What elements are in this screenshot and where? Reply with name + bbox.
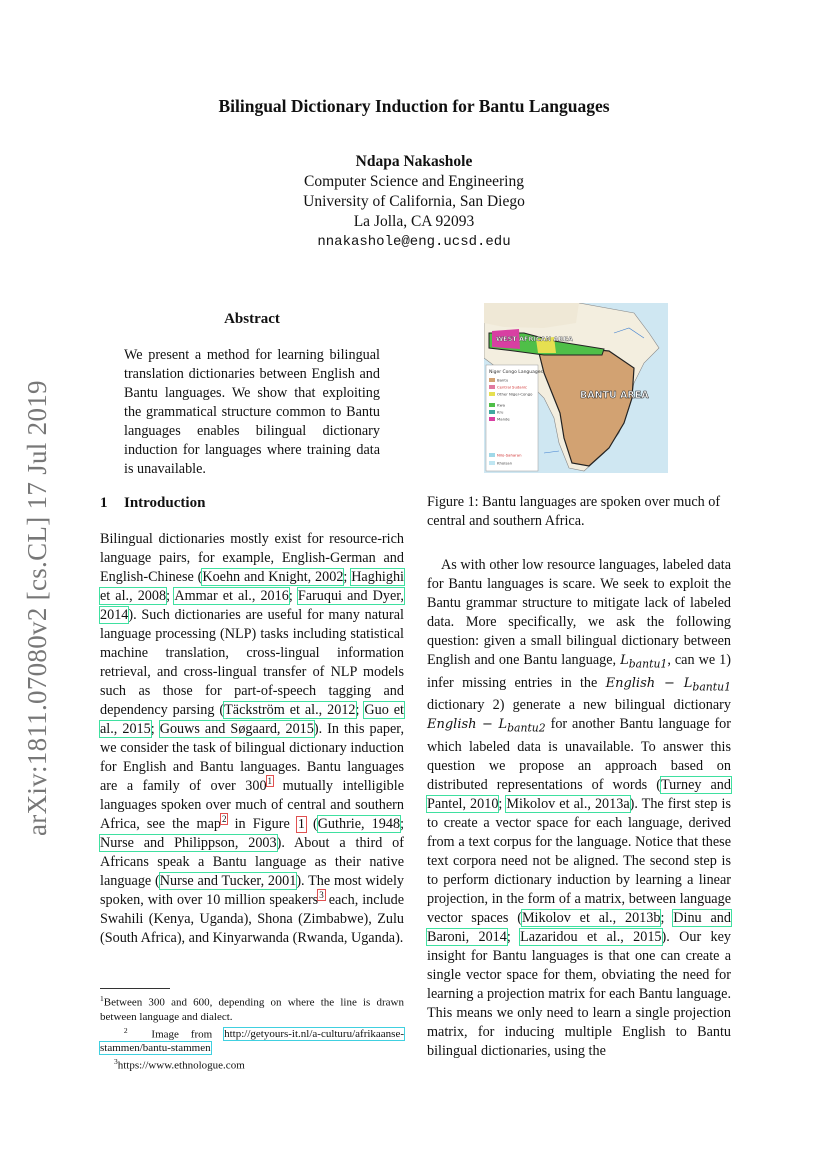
- footnote-ref[interactable]: 2: [221, 814, 227, 825]
- footnote-url-link[interactable]: http://getyours-it.nl/a-culturu/afrikaanse-stammen/bantu-stammen: [100, 1028, 405, 1055]
- legend-label: Mande: [497, 416, 510, 422]
- math-subscript: bantu1: [692, 680, 731, 694]
- section-title: Introduction: [124, 495, 206, 511]
- math-subscript: bantu1: [628, 657, 668, 671]
- map-label-west-african: WEST AFRICAN AREA: [496, 335, 573, 343]
- map-label-bantu: BANTU AREA: [580, 390, 649, 401]
- citation-link[interactable]: Täckström et al., 2012: [224, 702, 356, 718]
- citation-link[interactable]: Faruqui and Dyer, 2014: [100, 588, 404, 623]
- citation-link[interactable]: Haghighi et al., 2008: [100, 569, 404, 604]
- footnote-number: 1: [100, 994, 104, 1003]
- math-symbol: [605, 675, 731, 694]
- abstract-heading: Abstract: [224, 311, 280, 327]
- body-text: ). The first step is to create a vector space for each language, derived from a text corpus for the language. Notice that these text corpora need not be aligned. The second step is to perform dictionary induction by learning a linear projection, in the form of a matrix, between language vector spaces (: [427, 795, 731, 926]
- legend-label: Nilo-Saharan: [497, 452, 522, 458]
- body-text: ;: [506, 928, 521, 945]
- author-city: La Jolla, CA 92093: [353, 213, 475, 230]
- footnote-ref[interactable]: 3: [319, 890, 324, 901]
- intro-right-column: [427, 556, 731, 1061]
- footnote-number: 3: [114, 1057, 118, 1067]
- citation-link[interactable]: Dinu and Baroni, 2014: [427, 909, 731, 945]
- citation-link[interactable]: Gouws and Søgaard, 2015: [159, 721, 314, 737]
- legend-title: Niger Congo Languages: [489, 370, 543, 375]
- body-text: ;: [343, 569, 352, 585]
- author-dept: Computer Science and Engineering: [304, 173, 524, 190]
- body-text: ;: [498, 795, 507, 812]
- figure-ref[interactable]: 1: [297, 817, 305, 832]
- bantu-map-figure: [484, 303, 668, 473]
- legend-label: Kru: [497, 409, 504, 415]
- footnote-3: [100, 1055, 404, 1073]
- body-text: dictionary 2) generate a new bilingual dictionary: [427, 697, 731, 714]
- citation-link[interactable]: Turney and Pantel, 2010: [427, 776, 731, 812]
- math-symbol: [620, 653, 668, 671]
- body-text: in Figure: [227, 816, 297, 832]
- body-text: ;: [166, 588, 175, 604]
- math-text: English − L: [605, 675, 693, 691]
- math-text: English − L: [427, 717, 508, 733]
- citation-link[interactable]: Nurse and Tucker, 2001: [159, 873, 297, 889]
- body-text: ;: [288, 588, 298, 604]
- figure-caption: Figure 1: Bantu languages are spoken over much of central and southern Africa.: [427, 494, 721, 529]
- math-symbol: [427, 717, 546, 735]
- citation-link[interactable]: Ammar et al., 2016: [174, 588, 289, 604]
- author-name: Ndapa Nakashole: [355, 153, 473, 170]
- legend-label: Kwa: [497, 402, 505, 408]
- body-text: , can we 1) infer missing entries in the: [427, 652, 731, 691]
- right-paragraph: [427, 556, 731, 1061]
- footnote-text: Between 300 and 600, depending on where the line is drawn between language and dialect.: [100, 996, 404, 1023]
- citation-link[interactable]: Guthrie, 1948: [317, 816, 401, 832]
- footnote-number: 2: [123, 1025, 128, 1035]
- footnote-text: https://www.ethnologue.com: [117, 1059, 245, 1072]
- body-text: ;: [400, 816, 405, 832]
- footnote-2: [100, 1024, 404, 1056]
- body-text: mutually intelligible languages spoken over much of central and southern Africa, see the map: [100, 778, 404, 832]
- math-subscript: bantu2: [507, 721, 546, 735]
- body-text: ;: [660, 909, 674, 926]
- author-email[interactable]: nnakashole@eng.ucsd.edu: [317, 234, 511, 250]
- citation-link[interactable]: Koehn and Knight, 2002: [202, 569, 344, 585]
- body-text: ). About a third of Africans speak a Bantu language as their native language (: [100, 835, 404, 889]
- citation-link[interactable]: Guo et al., 2015: [100, 702, 404, 737]
- body-text: ;: [150, 721, 160, 737]
- footnote-rule: [100, 988, 170, 989]
- body-text: ). The most widely spoken, with over 10 million speakers: [100, 873, 405, 908]
- footnote-ref[interactable]: 1: [267, 776, 273, 787]
- body-text: As with other low resource languages, labeled data for Bantu languages is scare. We seek to exploit the Bantu grammar structure to mitigate lack of labeled data. More specifically, we ask the following question: given a small bilingual dictionary between English and one Bantu language,: [427, 557, 731, 668]
- abstract-text: We present a method for learning bilingual translation dictionaries between English and Bantu languages. We show that exploiting the grammatical structure common to Bantu languages enables bilingual dictionary induction for languages where training data is unavailable.: [124, 347, 380, 477]
- arxiv-id[interactable]: arXiv:1811.07080v2 [cs.CL] 17 Jul 2019: [22, 380, 52, 836]
- citation-link[interactable]: Mikolov et al., 2013b: [521, 909, 661, 926]
- body-text: ). Such dictionaries are useful for many natural language processing (NLP) tasks including statistical machine translation, cross-lingual information retrieval, and cross-lingual transfer of NLP models such as those for part-of-speech tagging and dependency parsing (: [100, 607, 404, 718]
- legend-label: Other Niger-Congo: [497, 391, 533, 397]
- paper-title: Bilingual Dictionary Induction for Bantu Languages: [218, 96, 610, 116]
- body-text: (: [305, 816, 318, 832]
- body-text: Bilingual dictionaries mostly exist for resource-rich language pairs, for example, English-German and English-Chinese (: [100, 531, 404, 585]
- footnote-1: [100, 992, 404, 1024]
- footnotes: [100, 992, 404, 1073]
- section-number: 1: [100, 495, 108, 511]
- body-text: each, include Swahili (Kenya, Uganda), Shona (Zimbabwe), Zulu (South Africa), and Kinyarwanda (Rwanda, Uganda).: [100, 892, 404, 946]
- math-text: L: [620, 653, 629, 668]
- author-univ: University of California, San Diego: [303, 193, 525, 210]
- body-text: ). Our key insight for Bantu languages is that one can create a single vector space for them, obviating the need for learning a projection matrix for each Bantu language. This means we only need to learn a single projection matrix, for inducing multiple English to Bantu bilingual dictionaries, using the: [427, 928, 731, 1059]
- intro-left-column: [100, 530, 404, 948]
- legend-label: Central Sudanic: [497, 384, 528, 390]
- citation-link[interactable]: Nurse and Philippson, 2003: [100, 835, 277, 851]
- legend-label: Bantu: [497, 377, 509, 383]
- citation-link[interactable]: Mikolov et al., 2013a: [506, 795, 630, 812]
- citation-link[interactable]: Lazaridou et al., 2015: [520, 928, 662, 945]
- arxiv-sidebar: [18, 0, 58, 1171]
- section-heading: [100, 495, 205, 512]
- author-block: [0, 152, 828, 252]
- body-text: for another Bantu language for which labeled data is unavailable. To answer this question we propose an approach based on distributed representations of words (: [427, 716, 731, 793]
- africa-map-image: [484, 303, 668, 473]
- body-text: ). In this paper, we consider the task of bilingual dictionary induction for English and Bantu languages. Bantu languages are a family of over 300: [100, 721, 404, 794]
- body-text: ;: [355, 702, 365, 718]
- legend-label: Khoisan: [497, 460, 512, 466]
- footnote-text: Image from: [151, 1028, 225, 1041]
